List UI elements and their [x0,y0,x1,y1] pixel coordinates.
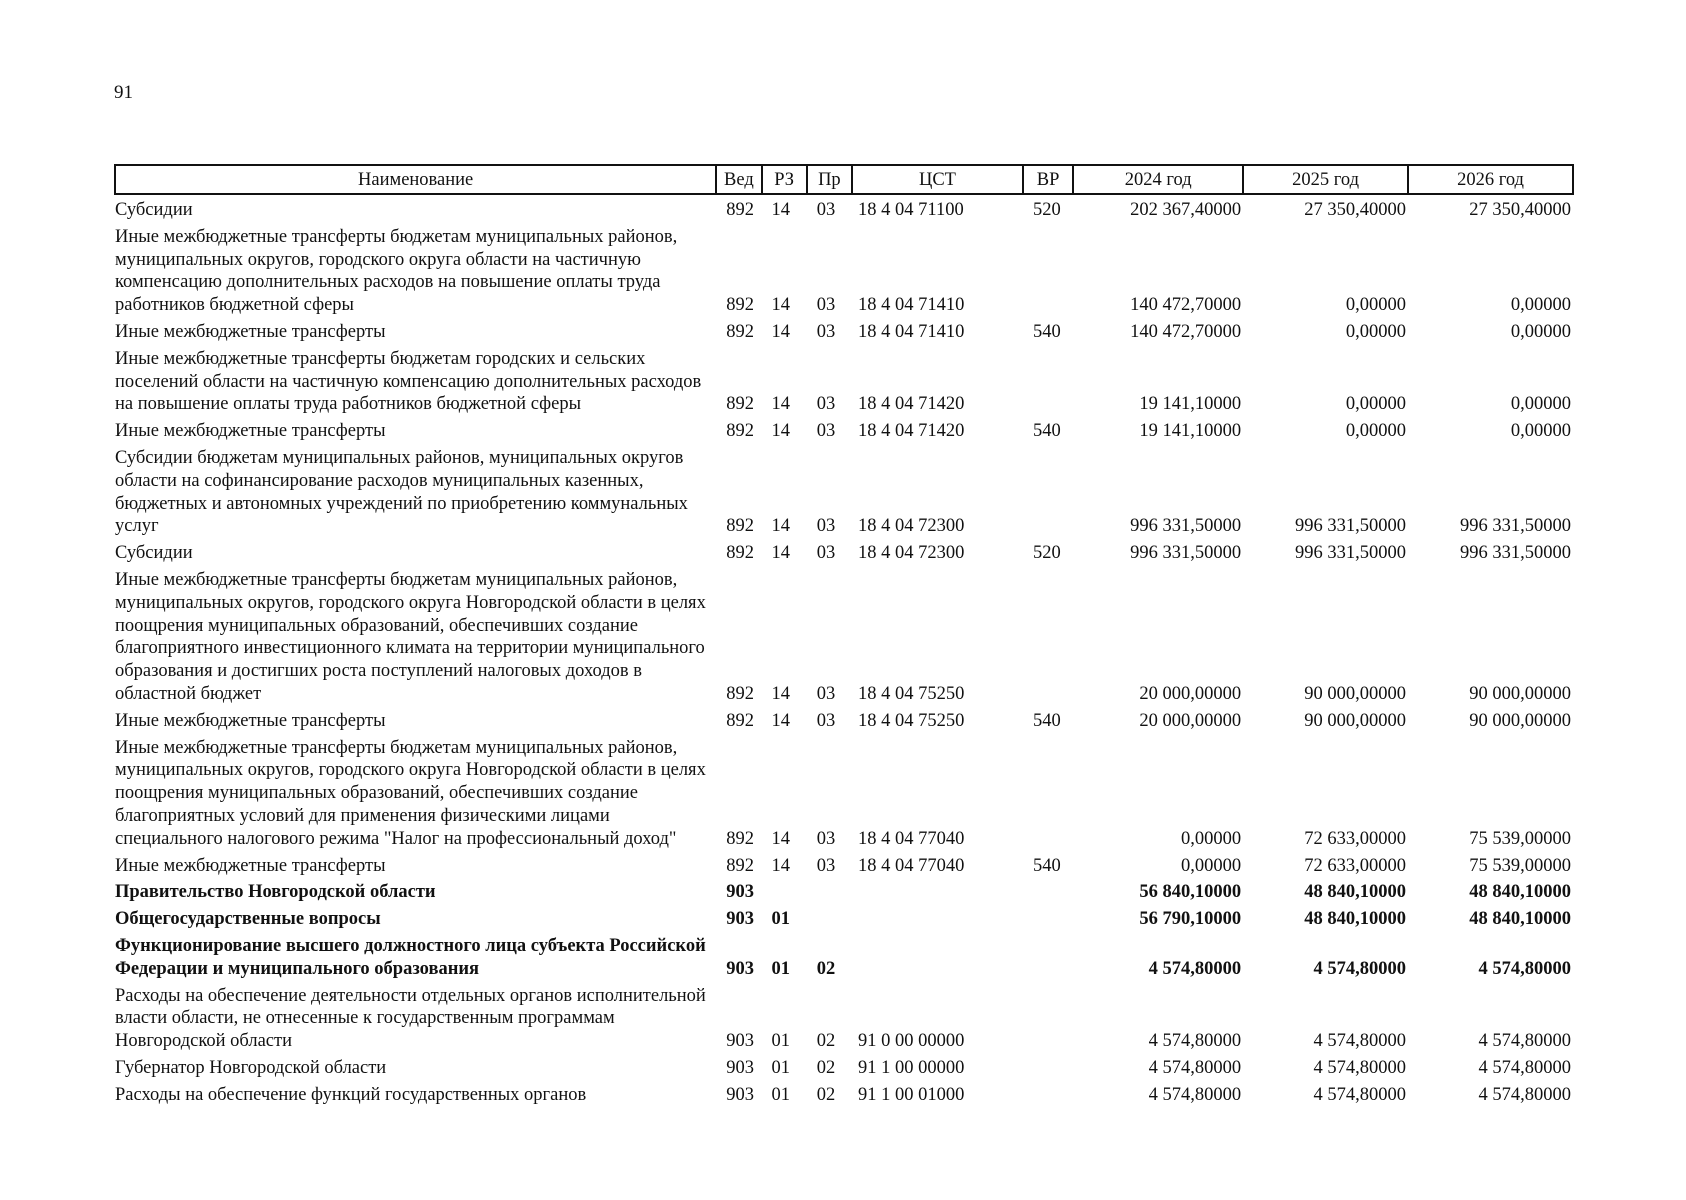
row-amount-2025: 0,00000 [1345,321,1407,342]
row-name: Субсидии бюджетам муниципальных районов, муниципальных округов области на софинансирование расходов муниципальных казенных, бюджетных и автономных учреждений по приобретению коммунальных услуг [115,447,688,537]
row-rz: 14 [771,394,791,415]
row-amount-2025: 0,00000 [1345,421,1407,442]
row-vr [1023,907,1073,934]
row-ved: 892 [726,321,755,342]
row-vr [1023,1056,1073,1083]
row-pr: 03 [816,828,836,849]
row-amount-2026: 0,00000 [1510,394,1571,415]
row-ved: 903 [726,882,755,903]
row-ved: 892 [726,683,755,704]
row-name: Иные межбюджетные трансферты бюджетам городских и сельских поселений области на частичную компенсацию дополнительных расходов на повышение оплаты труда работников бюджетной сферы [115,348,702,415]
row-amount-2024: 4 574,80000 [1148,958,1242,979]
row-pr: 02 [816,1084,836,1105]
row-amount-2024: 19 141,10000 [1139,421,1242,442]
row-pr [807,880,852,907]
row-amount-2026: 0,00000 [1510,421,1571,442]
header-row [115,165,1573,194]
row-cst: 91 1 00 00000 [858,1057,965,1078]
row-cst: 91 1 00 01000 [858,1084,965,1105]
row-amount-2025: 996 331,50000 [1295,516,1407,537]
row-amount-2025: 4 574,80000 [1313,958,1407,979]
row-cst: 18 4 04 77040 [858,828,965,849]
row-name: Правительство Новгородской области [115,882,436,903]
row-amount-2024: 4 574,80000 [1148,1084,1242,1105]
row-amount-2025: 996 331,50000 [1295,543,1407,564]
row-amount-2026: 75 539,00000 [1469,855,1571,876]
row-cst: 18 4 04 72300 [858,516,965,537]
row-cst [852,934,1023,984]
row-amount-2024: 140 472,70000 [1130,321,1242,342]
row-ved: 903 [726,1084,755,1105]
row-cst: 18 4 04 77040 [858,855,965,876]
row-rz: 14 [771,200,791,220]
row-vr: 540 [1032,855,1061,876]
row-vr [1023,446,1073,541]
row-vr: 540 [1032,710,1061,731]
row-amount-2025: 48 840,10000 [1304,882,1407,903]
table-row [115,907,1573,934]
row-name: Расходы на обеспечение деятельности отдельных органов исполнительной власти области, не отнесенные к государственным программам Новгородской области [115,985,706,1052]
table-row [115,934,1573,984]
table-row [115,419,1573,446]
row-pr: 03 [816,683,836,704]
row-cst: 18 4 04 71410 [858,295,965,316]
row-cst: 18 4 04 71420 [858,394,965,415]
row-amount-2025: 72 633,00000 [1304,828,1407,849]
row-amount-2024: 56 840,10000 [1139,882,1242,903]
row-pr: 02 [816,1057,836,1078]
row-amount-2026: 48 840,10000 [1469,882,1571,903]
row-amount-2024: 140 472,70000 [1130,295,1242,316]
row-amount-2026: 48 840,10000 [1469,909,1571,930]
table-row [115,1083,1573,1110]
row-pr: 03 [816,394,836,415]
row-vr: 540 [1032,321,1061,342]
table-row [115,709,1573,736]
row-name: Иные межбюджетные трансферты бюджетам муниципальных районов, муниципальных округов, городского округа Новгородской области в целях поощрения муниципальных образований, обеспечивших создание благоприятного инвестиционного климата на территории муниципального образования и достигших роста поступлений налоговых доходов в областной бюджет [115,569,706,704]
row-rz: 01 [771,1084,791,1105]
row-pr: 03 [816,200,836,220]
row-amount-2024: 0,00000 [1181,855,1242,876]
row-rz: 01 [771,1031,791,1052]
row-name: Иные межбюджетные трансферты [115,321,386,342]
row-rz: 14 [771,855,791,876]
row-amount-2026: 75 539,00000 [1469,828,1571,849]
row-amount-2026: 4 574,80000 [1478,1057,1571,1078]
table-row [115,568,1573,709]
header-2025: 2025 год [1243,165,1408,194]
row-amount-2025: 90 000,00000 [1304,710,1407,731]
row-rz: 14 [771,683,791,704]
row-amount-2024: 20 000,00000 [1139,683,1242,704]
row-amount-2024: 56 790,10000 [1139,909,1242,930]
row-cst: 18 4 04 71100 [858,200,964,220]
row-name: Субсидии [115,200,193,220]
row-name: Функционирование высшего должностного лица субъекта Российской Федерации и муниципального образования [115,935,706,979]
row-cst: 18 4 04 75250 [858,683,965,704]
row-amount-2024: 19 141,10000 [1139,394,1242,415]
header-vr: ВР [1023,165,1073,194]
row-name: Иные межбюджетные трансферты [115,421,386,442]
row-name: Иные межбюджетные трансферты бюджетам муниципальных районов, муниципальных округов, городского округа Новгородской области в целях поощрения муниципальных образований, обеспечивших создание благоприятных условий для применения физическими лицами специального налогового режима "Налог на профессиональный доход" [115,737,706,849]
row-rz: 14 [771,421,791,442]
row-pr [807,907,852,934]
row-ved: 903 [726,1057,755,1078]
row-vr [1023,736,1073,854]
header-rz: РЗ [762,165,807,194]
row-amount-2026: 27 350,40000 [1469,200,1571,220]
row-rz: 14 [771,516,791,537]
row-amount-2026: 0,00000 [1510,295,1571,316]
row-amount-2025: 4 574,80000 [1313,1031,1407,1052]
row-rz: 01 [771,958,791,979]
table-row [115,1056,1573,1083]
row-name: Расходы на обеспечение функций государственных органов [115,1084,587,1105]
row-rz: 14 [771,543,791,564]
row-amount-2026: 996 331,50000 [1460,543,1571,564]
table-row [115,541,1573,568]
row-rz: 14 [771,321,791,342]
row-ved: 892 [726,828,755,849]
row-cst: 18 4 04 72300 [858,543,965,564]
table-row [115,446,1573,541]
row-amount-2025: 4 574,80000 [1313,1084,1407,1105]
row-amount-2024: 4 574,80000 [1148,1057,1242,1078]
table-row [115,736,1573,854]
table-row [115,880,1573,907]
row-name: Иные межбюджетные трансферты бюджетам муниципальных районов, муниципальных округов, городского округа области на частичную компенсацию дополнительных расходов на повышение оплаты труда работников бюджетной сферы [115,226,678,316]
row-amount-2024: 202 367,40000 [1130,200,1242,220]
row-amount-2025: 72 633,00000 [1304,855,1407,876]
row-pr: 03 [816,516,836,537]
row-name: Общегосударственные вопросы [115,909,381,930]
row-pr: 03 [816,321,836,342]
row-vr [1023,934,1073,984]
row-vr [1023,568,1073,709]
header-ved: Вед [716,165,761,194]
row-vr [1023,1083,1073,1110]
row-ved: 892 [726,710,755,731]
table-row [115,225,1573,320]
header-pr: Пр [807,165,852,194]
header-2024: 2024 год [1073,165,1243,194]
row-ved: 892 [726,295,755,316]
row-vr [1023,225,1073,320]
row-amount-2026: 4 574,80000 [1478,958,1571,979]
row-ved: 892 [726,855,755,876]
row-ved: 892 [726,516,755,537]
row-amount-2025: 0,00000 [1345,295,1407,316]
row-pr: 03 [816,421,836,442]
table-row [115,347,1573,419]
row-cst: 91 0 00 00000 [858,1031,965,1052]
row-amount-2025: 4 574,80000 [1313,1057,1407,1078]
row-ved: 892 [726,200,755,220]
row-amount-2024: 20 000,00000 [1139,710,1242,731]
row-cst [852,880,1023,907]
row-pr: 03 [816,710,836,731]
row-rz: 14 [771,710,791,731]
row-cst [852,907,1023,934]
row-ved: 892 [726,543,755,564]
row-rz [762,880,807,907]
row-name: Субсидии [115,543,193,564]
row-ved: 892 [726,394,755,415]
row-amount-2026: 90 000,00000 [1469,683,1571,704]
row-ved: 903 [726,1031,755,1052]
row-vr [1023,880,1073,907]
header-name: Наименование [115,165,716,194]
row-rz: 01 [771,1057,791,1078]
table-row [115,854,1573,881]
table-row [115,984,1573,1056]
row-pr: 03 [816,295,836,316]
row-amount-2024: 996 331,50000 [1130,543,1242,564]
table-row [115,320,1573,347]
row-rz: 14 [771,828,791,849]
budget-table [114,164,1574,1109]
row-rz: 01 [771,909,791,930]
row-vr [1023,984,1073,1056]
row-amount-2025: 90 000,00000 [1304,683,1407,704]
row-cst: 18 4 04 71420 [858,421,965,442]
row-amount-2024: 0,00000 [1181,828,1242,849]
row-vr [1023,347,1073,419]
row-cst: 18 4 04 71410 [858,321,965,342]
row-rz: 14 [771,295,791,316]
row-amount-2026: 4 574,80000 [1478,1031,1571,1052]
row-ved: 903 [726,958,755,979]
row-ved: 892 [726,421,755,442]
row-vr: 520 [1032,543,1061,564]
row-amount-2026: 996 331,50000 [1460,516,1571,537]
table-header [115,165,1573,194]
row-pr: 02 [816,1031,836,1052]
header-cst: ЦСТ [852,165,1023,194]
row-amount-2024: 996 331,50000 [1130,516,1242,537]
page-number: 91 [114,82,133,103]
row-ved: 903 [726,909,755,930]
row-name: Иные межбюджетные трансферты [115,855,386,876]
table-row [115,194,1573,225]
row-amount-2025: 27 350,40000 [1304,200,1407,220]
row-pr: 03 [816,855,836,876]
row-amount-2024: 4 574,80000 [1148,1031,1242,1052]
table-body [115,194,1573,1109]
row-pr: 02 [816,958,836,979]
row-vr: 540 [1032,421,1061,442]
row-name: Губернатор Новгородской области [115,1057,387,1078]
row-name: Иные межбюджетные трансферты [115,710,386,731]
row-amount-2026: 4 574,80000 [1478,1084,1571,1105]
row-amount-2025: 0,00000 [1345,394,1407,415]
row-vr: 520 [1032,200,1061,220]
row-cst: 18 4 04 75250 [858,710,965,731]
header-2026: 2026 год [1408,165,1573,194]
row-amount-2026: 90 000,00000 [1469,710,1571,731]
row-amount-2026: 0,00000 [1510,321,1571,342]
row-amount-2025: 48 840,10000 [1304,909,1407,930]
row-pr: 03 [816,543,836,564]
